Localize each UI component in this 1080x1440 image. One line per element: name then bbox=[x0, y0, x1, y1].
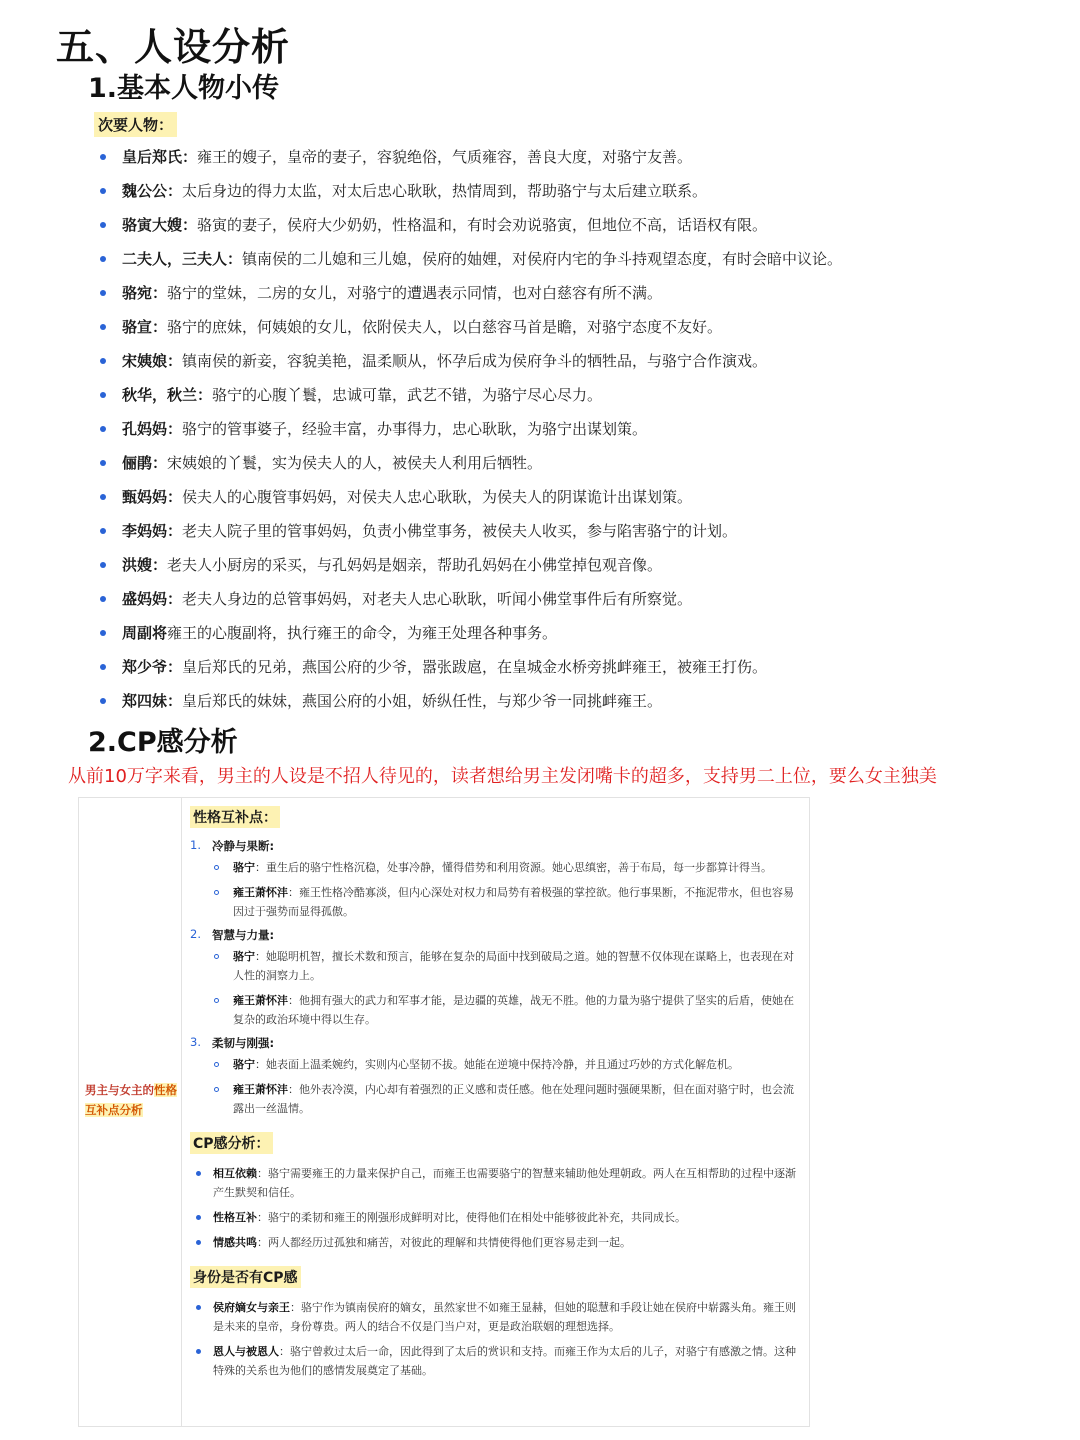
identity-item-desc: ：骆宁曾救过太后一命，因此得到了太后的赏识和支持。而雍王作为太后的儿子，对骆宁有感激之情。这种特殊的关系也为他们的感情发展奠定了基础。 bbox=[213, 1345, 796, 1377]
page-title: 五、人设分析 bbox=[56, 25, 291, 69]
list-item bbox=[100, 310, 1060, 344]
numbered-item bbox=[190, 838, 801, 854]
bullet-icon bbox=[100, 392, 106, 398]
character-name: 皇后郑氏： bbox=[122, 148, 198, 166]
bullet-icon bbox=[100, 664, 106, 670]
circle-bullet-icon bbox=[214, 954, 219, 959]
list-item bbox=[100, 276, 1060, 310]
list-item bbox=[100, 616, 1060, 650]
character-desc: 雍王的嫂子，皇帝的妻子，容貌绝俗，气质雍容，善良大度，对骆宁友善。 bbox=[197, 148, 693, 166]
bullet-icon bbox=[100, 494, 106, 500]
cp-item-text bbox=[213, 1164, 801, 1202]
character-desc: 老夫人院子里的管事妈妈，负责小佛堂事务，被侯夫人收买，参与陷害骆宁的计划。 bbox=[182, 522, 738, 540]
identity-item-text bbox=[213, 1342, 801, 1380]
identity-list-item bbox=[194, 1298, 801, 1336]
sub-item-desc: ：他拥有强大的武力和军事才能，是边疆的英雄，战无不胜。他的力量为骆宁提供了坚实的后盾，使她在复杂的政治环境中得以生存。 bbox=[233, 994, 794, 1026]
item-number: 1. bbox=[190, 838, 201, 852]
character-name: 洪嫂： bbox=[122, 556, 168, 574]
cp-item-text bbox=[213, 1233, 631, 1252]
complement-header: 性格互补点： bbox=[190, 806, 280, 828]
bullet-icon bbox=[100, 460, 106, 466]
cp-header: CP感分析： bbox=[190, 1132, 273, 1154]
sub-item-desc: ：她表面上温柔婉约，实则内心坚韧不拔。她能在逆境中保持冷静，并且通过巧妙的方式化解危机。 bbox=[255, 1058, 739, 1071]
cp-list-item bbox=[194, 1208, 801, 1227]
character-desc: 骆宁的庶妹，何姨娘的女儿，依附侯夫人，以白慈容马首是瞻，对骆宁态度不友好。 bbox=[167, 318, 723, 336]
list-item bbox=[100, 650, 1060, 684]
character-name: 宋姨娘： bbox=[122, 352, 183, 370]
analysis-table bbox=[78, 797, 810, 1427]
character-desc: 骆宁的心腹丫鬟，忠诚可靠，武艺不错，为骆宁尽心尽力。 bbox=[212, 386, 603, 404]
list-item bbox=[100, 242, 1060, 276]
sub-item-desc: ：雍王性格冷酷寡淡，但内心深处对权力和局势有着极强的掌控欲。他行事果断，不拖泥带水，但也容易因过于强势而显得孤傲。 bbox=[233, 886, 794, 918]
character-name: 俪鹃： bbox=[122, 454, 168, 472]
sub-item-text bbox=[233, 947, 801, 985]
character-desc: 老夫人小厨房的采买，与孔妈妈是姻亲，帮助孔妈妈在小佛堂掉包观音像。 bbox=[167, 556, 663, 574]
cp-item-desc: ：骆宁需要雍王的力量来保护自己，而雍王也需要骆宁的智慧来辅助他处理朝政。两人在互相帮助的过程中逐渐产生默契和信任。 bbox=[213, 1167, 796, 1199]
bullet-icon bbox=[100, 426, 106, 432]
identity-item-name: 恩人与被恩人 bbox=[213, 1345, 279, 1358]
bullet-icon bbox=[100, 256, 106, 262]
bullet-icon bbox=[100, 358, 106, 364]
character-desc: 皇后郑氏的妹妹，燕国公府的小姐，娇纵任性，与郑少爷一同挑衅雍王。 bbox=[182, 692, 663, 710]
table-right-cell bbox=[182, 798, 809, 1426]
bullet-icon bbox=[100, 562, 106, 568]
cp-item-name: 情感共鸣 bbox=[213, 1236, 257, 1249]
circle-bullet-icon bbox=[214, 865, 219, 870]
red-note: 从前10万字来看，男主的人设是不招人待见的，读者想给男主发闭嘴卡的超多，支持男二上位，要么女主独美 bbox=[68, 766, 937, 787]
sub-list-item bbox=[212, 883, 801, 921]
spacer bbox=[190, 1258, 801, 1266]
character-name: 骆寅大嫂： bbox=[122, 216, 198, 234]
bullet-icon bbox=[196, 1171, 201, 1176]
list-item bbox=[100, 684, 1060, 718]
character-desc: 宋姨娘的丫鬟，实为侯夫人的人，被侯夫人利用后牺牲。 bbox=[167, 454, 543, 472]
sub-item-text bbox=[233, 1055, 739, 1074]
list-item bbox=[100, 412, 1060, 446]
bullet-icon bbox=[100, 324, 106, 330]
section-title-cp: 2.CP感分析 bbox=[88, 727, 238, 758]
character-desc: 骆寅的妻子，侯府大少奶奶，性格温和，有时会劝说骆寅，但地位不高，话语权有限。 bbox=[197, 216, 768, 234]
circle-bullet-icon bbox=[214, 1087, 219, 1092]
list-item bbox=[100, 480, 1060, 514]
sub-list-item bbox=[212, 991, 801, 1029]
sub-item-text bbox=[233, 991, 801, 1029]
character-name: 骆宛： bbox=[122, 284, 168, 302]
sub-item-name: 雍王萧怀沣 bbox=[233, 886, 288, 899]
sub-list-item bbox=[212, 1080, 801, 1118]
cp-list-item bbox=[194, 1233, 801, 1252]
list-item bbox=[100, 582, 1060, 616]
character-list bbox=[100, 140, 1060, 718]
list-item bbox=[100, 208, 1060, 242]
sub-item-name: 骆宁 bbox=[233, 950, 255, 963]
list-item bbox=[100, 140, 1060, 174]
sub-item-name: 雍王萧怀沣 bbox=[233, 1083, 288, 1096]
bullet-icon bbox=[196, 1240, 201, 1245]
sub-list-item bbox=[212, 947, 801, 985]
bullet-icon bbox=[196, 1349, 201, 1354]
numbered-item bbox=[190, 927, 801, 943]
bullet-icon bbox=[100, 222, 106, 228]
sub-item-desc: ：重生后的骆宁性格沉稳，处事冷静，懂得借势和利用资源。她心思缜密，善于布局，每一步都算计得当。 bbox=[255, 861, 772, 874]
character-desc: 镇南侯的新妾，容貌美艳，温柔顺从，怀孕后成为侯府争斗的牺牲品，与骆宁合作演戏。 bbox=[182, 352, 768, 370]
identity-header: 身份是否有CP感 bbox=[190, 1266, 301, 1288]
sub-item-text bbox=[233, 883, 801, 921]
sub-list-item bbox=[212, 858, 801, 877]
sub-item-desc: ：他外表冷漠，内心却有着强烈的正义感和责任感。他在处理问题时强硬果断，但在面对骆宁时，也会流露出一丝温情。 bbox=[233, 1083, 794, 1115]
identity-item-desc: ：骆宁作为镇南侯府的嫡女，虽然家世不如雍王显赫，但她的聪慧和手段让她在侯府中崭露头角。雍王则是未来的皇帝，身份尊贵。两人的结合不仅是门当户对，更是政治联姻的理想选择。 bbox=[213, 1301, 796, 1333]
table-row-label bbox=[85, 1080, 177, 1120]
item-title: 智慧与力量: bbox=[212, 928, 275, 942]
table-left-cell bbox=[79, 798, 182, 1426]
circle-bullet-icon bbox=[214, 1062, 219, 1067]
numbered-item bbox=[190, 1035, 801, 1051]
character-name: 二夫人，三夫人： bbox=[122, 250, 243, 268]
cp-item-desc: ：两人都经历过孤独和痛苦，对彼此的理解和共情使得他们更容易走到一起。 bbox=[257, 1236, 631, 1249]
character-name: 秋华，秋兰： bbox=[122, 386, 213, 404]
cp-item-name: 相互依赖 bbox=[213, 1167, 257, 1180]
bullet-icon bbox=[100, 596, 106, 602]
character-desc: 侯夫人的心腹管事妈妈，对侯夫人忠心耿耿，为侯夫人的阴谋诡计出谋划策。 bbox=[182, 488, 693, 506]
bullet-icon bbox=[100, 698, 106, 704]
bullet-icon bbox=[100, 528, 106, 534]
character-desc: 镇南侯的二儿媳和三儿媳，侯府的妯娌，对侯府内宅的争斗持观望态度，有时会暗中议论。 bbox=[242, 250, 843, 268]
character-desc: 雍王的心腹副将，执行雍王的命令，为雍王处理各种事务。 bbox=[167, 624, 558, 642]
cp-item-text bbox=[213, 1208, 686, 1227]
bullet-icon bbox=[100, 154, 106, 160]
sub-item-text bbox=[233, 1080, 801, 1118]
sub-item-name: 骆宁 bbox=[233, 1058, 255, 1071]
spacer bbox=[190, 1124, 801, 1132]
bullet-icon bbox=[196, 1305, 201, 1310]
bullet-icon bbox=[100, 630, 106, 636]
character-name: 魏公公： bbox=[122, 182, 183, 200]
character-desc: 骆宁的堂妹，二房的女儿，对骆宁的遭遇表示同情，也对白慈容有所不满。 bbox=[167, 284, 663, 302]
cp-list-item bbox=[194, 1164, 801, 1202]
character-desc: 老夫人身边的总管事妈妈，对老夫人忠心耿耿，听闻小佛堂事件后有所察觉。 bbox=[182, 590, 693, 608]
item-title: 柔韧与刚强: bbox=[212, 1036, 275, 1050]
list-item bbox=[100, 446, 1060, 480]
row-label-highlight: 性格互补点分析 bbox=[85, 1083, 177, 1117]
sub-item-desc: ：她聪明机智，擅长术数和预言，能够在复杂的局面中找到破局之道。她的智慧不仅体现在谋略上，也表现在对人性的洞察力上。 bbox=[233, 950, 794, 982]
item-number: 3. bbox=[190, 1035, 201, 1049]
circle-bullet-icon bbox=[214, 998, 219, 1003]
character-name: 盛妈妈： bbox=[122, 590, 183, 608]
item-number: 2. bbox=[190, 927, 201, 941]
character-desc: 太后身边的得力太监，对太后忠心耿耿，热情周到，帮助骆宁与太后建立联系。 bbox=[182, 182, 708, 200]
list-item bbox=[100, 514, 1060, 548]
sub-item-name: 骆宁 bbox=[233, 861, 255, 874]
bullet-icon bbox=[100, 188, 106, 194]
list-item bbox=[100, 548, 1060, 582]
list-item bbox=[100, 378, 1060, 412]
character-name: 周副将 bbox=[122, 624, 168, 642]
item-title: 冷静与果断: bbox=[212, 839, 275, 853]
bullet-icon bbox=[196, 1215, 201, 1220]
circle-bullet-icon bbox=[214, 890, 219, 895]
character-name: 郑四妹： bbox=[122, 692, 183, 710]
character-name: 孔妈妈： bbox=[122, 420, 183, 438]
row-label-text: 男主与女主的 bbox=[85, 1083, 154, 1097]
sub-list-item bbox=[212, 1055, 801, 1074]
sub-item-text bbox=[233, 858, 772, 877]
sub-item-name: 雍王萧怀沣 bbox=[233, 994, 288, 1007]
cp-item-name: 性格互补 bbox=[213, 1211, 257, 1224]
section-title-bio: 1.基本人物小传 bbox=[88, 73, 280, 104]
identity-item-name: 侯府嫡女与亲王 bbox=[213, 1301, 290, 1314]
list-item bbox=[100, 344, 1060, 378]
cp-item-desc: ：骆宁的柔韧和雍王的刚强形成鲜明对比，使得他们在相处中能够彼此补充，共同成长。 bbox=[257, 1211, 686, 1224]
identity-item-text bbox=[213, 1298, 801, 1336]
identity-list-item bbox=[194, 1342, 801, 1380]
character-name: 骆宣： bbox=[122, 318, 168, 336]
character-name: 郑少爷： bbox=[122, 658, 183, 676]
character-name: 李妈妈： bbox=[122, 522, 183, 540]
minor-characters-tag: 次要人物： bbox=[94, 112, 177, 137]
character-desc: 骆宁的管事婆子，经验丰富，办事得力，忠心耿耿，为骆宁出谋划策。 bbox=[182, 420, 648, 438]
character-name: 甄妈妈： bbox=[122, 488, 183, 506]
list-item bbox=[100, 174, 1060, 208]
bullet-icon bbox=[100, 290, 106, 296]
character-desc: 皇后郑氏的兄弟，燕国公府的少爷，嚣张跋扈，在皇城金水桥旁挑衅雍王，被雍王打伤。 bbox=[182, 658, 768, 676]
